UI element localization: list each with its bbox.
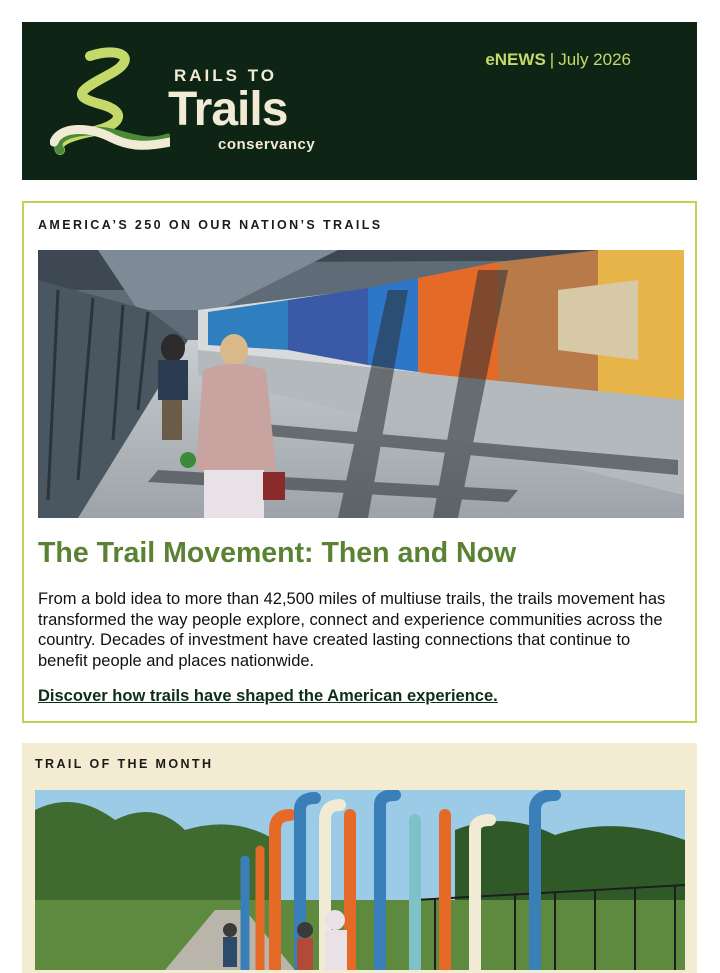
enews-label: eNEWS xyxy=(485,50,546,69)
trail-of-month-card xyxy=(22,743,697,973)
feature-card xyxy=(22,201,697,723)
discover-link[interactable]: Discover how trails have shaped the American experience. xyxy=(38,687,498,705)
trail-swoosh-icon xyxy=(50,46,170,156)
logo-conservancy-text: conservancy xyxy=(218,136,316,153)
logo-trails-text: Trails xyxy=(168,83,288,136)
newsletter-header xyxy=(22,22,697,180)
feature-eyebrow: AMERICA’S 250 ON OUR NATION’S TRAILS xyxy=(38,218,383,232)
trail-of-month-photo[interactable] xyxy=(35,790,685,970)
issue-label xyxy=(485,50,631,70)
feature-photo[interactable] xyxy=(38,250,684,518)
trail-of-month-eyebrow: TRAIL OF THE MONTH xyxy=(35,757,214,771)
feature-headline: The Trail Movement: Then and Now xyxy=(38,537,517,569)
rails-to-trails-logo[interactable] xyxy=(50,46,320,156)
logo-rails-to-text: RAILS TO xyxy=(174,66,278,85)
feature-body: From a bold idea to more than 42,500 miles of multiuse trails, the trails movement has transformed the way people explore, connect and experience communities across the country. Decades of investment have created lasting connections that continue to benefit people and places nationwide. xyxy=(38,590,666,670)
issue-date: July 2026 xyxy=(558,50,631,69)
issue-separator: | xyxy=(549,50,555,69)
